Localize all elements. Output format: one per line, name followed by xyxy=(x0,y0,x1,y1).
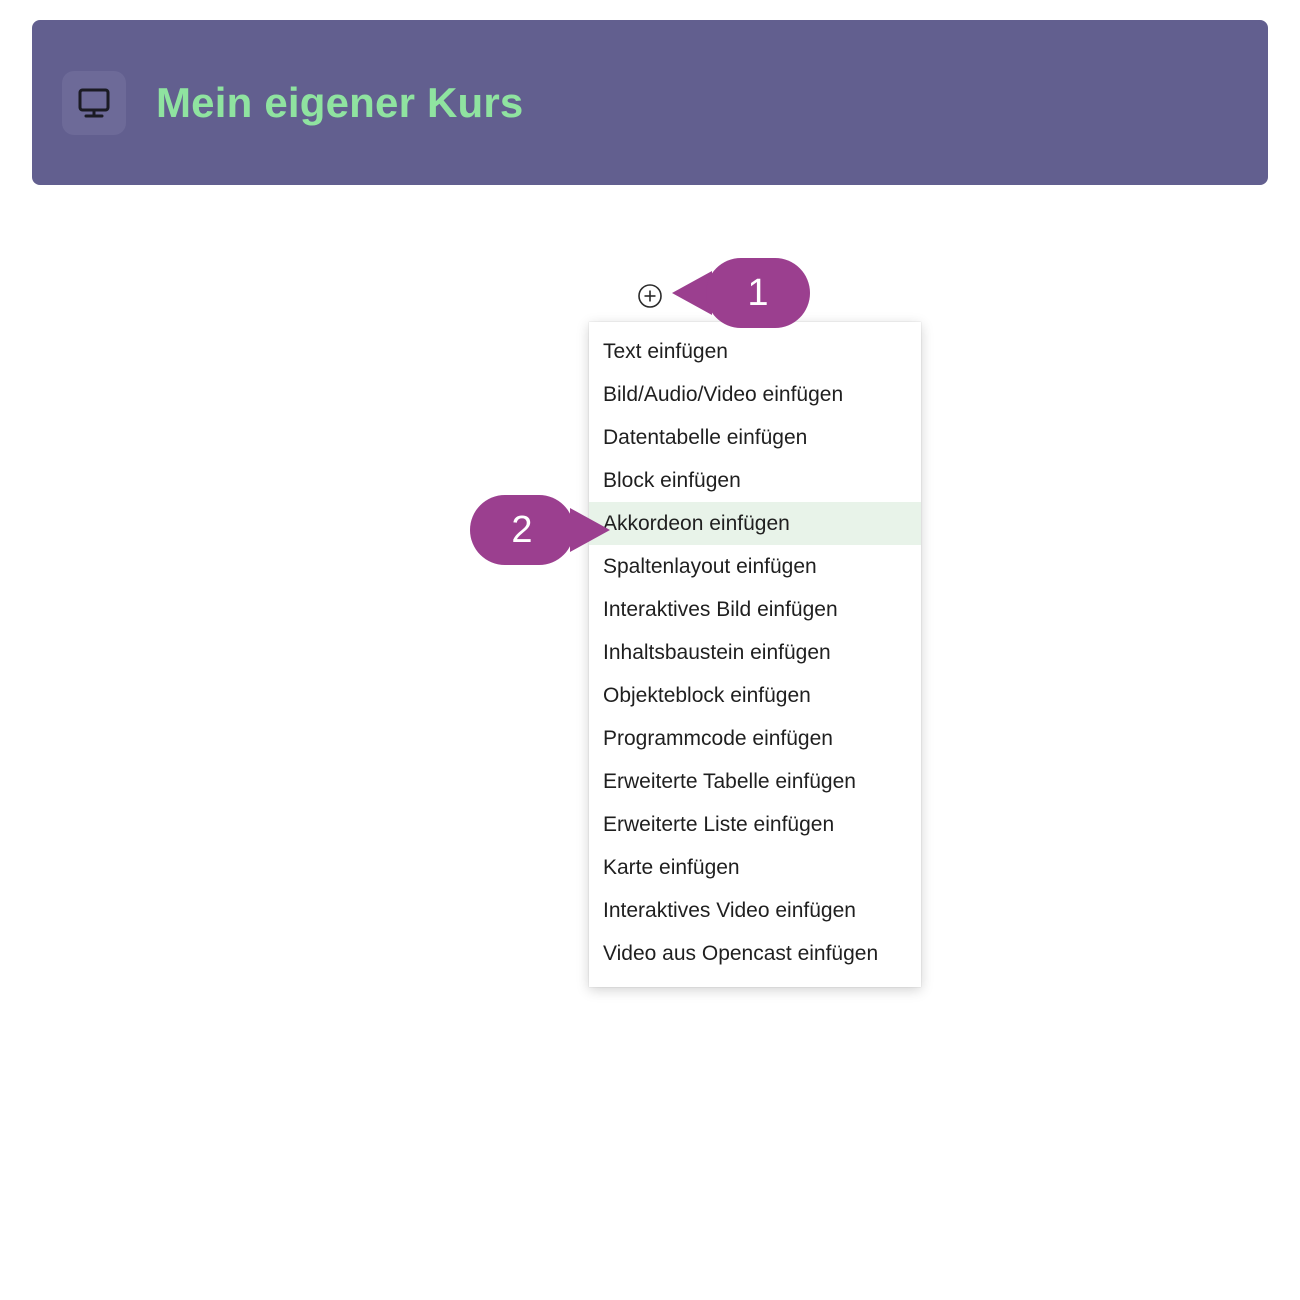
menu-item-datentabelle-einfuegen[interactable]: Datentabelle einfügen xyxy=(603,426,808,449)
menu-item-video-aus-opencast-einfuegen[interactable]: Video aus Opencast einfügen xyxy=(603,942,879,965)
menu-item-erweiterte-tabelle-einfuegen[interactable]: Erweiterte Tabelle einfügen xyxy=(603,770,856,793)
menu-item-block-einfuegen[interactable]: Block einfügen xyxy=(603,469,741,492)
callout-step-2-label: 2 xyxy=(470,495,574,565)
plus-circle-icon xyxy=(636,282,664,310)
presentation-screen-icon xyxy=(62,71,126,135)
menu-item-programmcode-einfuegen[interactable]: Programmcode einfügen xyxy=(603,727,833,750)
page-title: Mein eigener Kurs xyxy=(156,78,524,126)
add-content-button[interactable] xyxy=(636,282,664,310)
menu-item-spaltenlayout-einfuegen[interactable]: Spaltenlayout einfügen xyxy=(603,555,817,578)
callout-tail-icon xyxy=(570,508,610,552)
menu-item-akkordeon-einfuegen[interactable]: Akkordeon einfügen xyxy=(589,502,921,545)
menu-item-interaktives-video-einfuegen[interactable]: Interaktives Video einfügen xyxy=(603,899,856,922)
menu-item-text-einfuegen[interactable]: Text einfügen xyxy=(603,340,728,363)
course-header xyxy=(32,20,1268,185)
menu-item-interaktives-bild-einfuegen[interactable]: Interaktives Bild einfügen xyxy=(603,598,838,621)
menu-item-inhaltsbaustein-einfuegen[interactable]: Inhaltsbaustein einfügen xyxy=(603,641,831,664)
menu-item-karte-einfuegen[interactable]: Karte einfügen xyxy=(603,856,740,879)
insert-content-menu[interactable] xyxy=(589,322,921,987)
callout-step-1-label: 1 xyxy=(706,258,810,328)
menu-item-objekteblock-einfuegen[interactable]: Objekteblock einfügen xyxy=(603,684,811,707)
menu-item-bild-audio-video-einfuegen[interactable]: Bild/Audio/Video einfügen xyxy=(603,383,844,406)
menu-item-erweiterte-liste-einfuegen[interactable]: Erweiterte Liste einfügen xyxy=(603,813,835,836)
